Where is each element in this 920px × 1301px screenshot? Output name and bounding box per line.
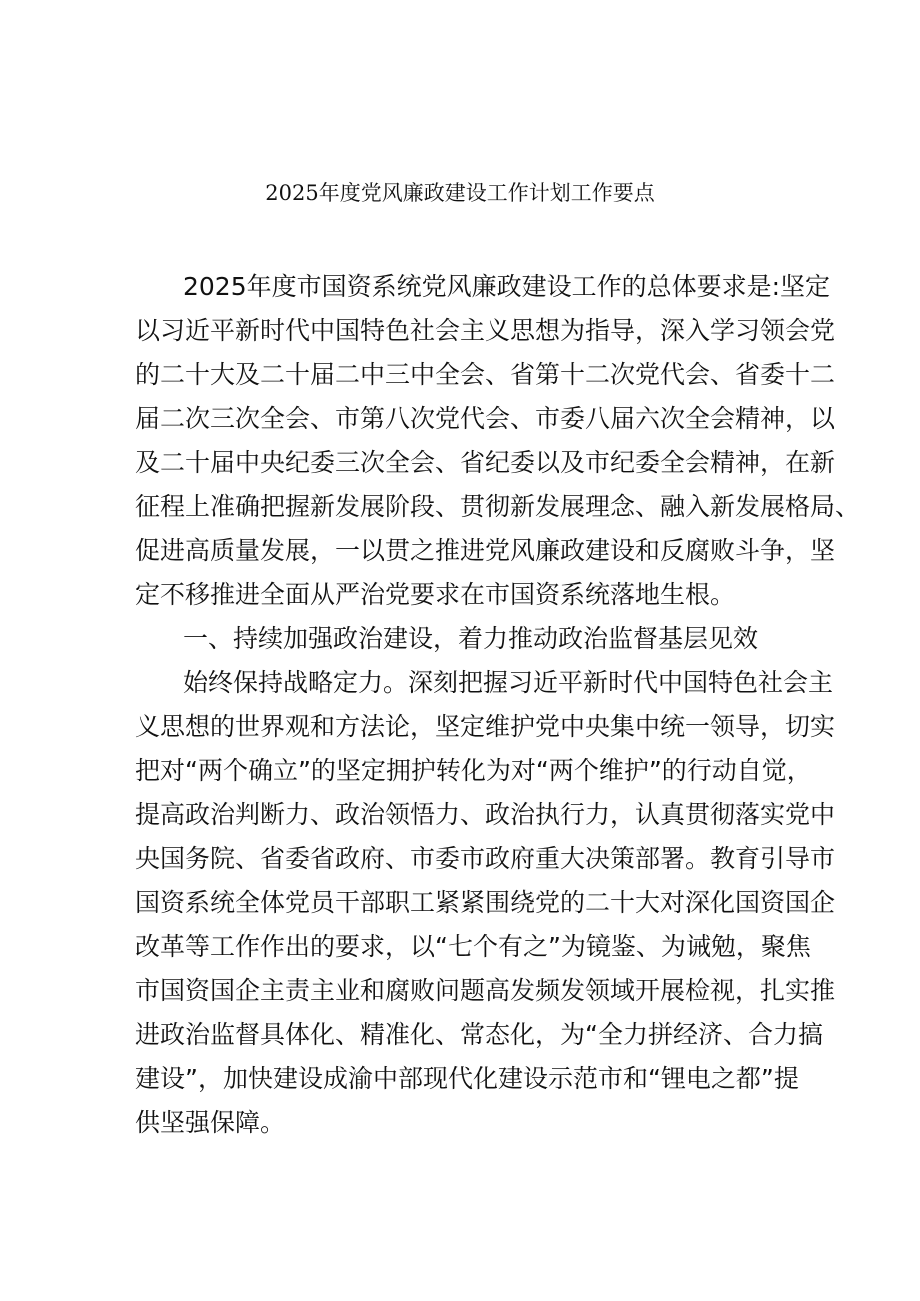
intro-line: 以习近平新时代中国特色社会主义思想为指导，深入学习领会党: [135, 316, 836, 345]
section-line: 建设”，加快建设成渝中部现代化建设示范市和“锂电之都”提: [135, 1064, 799, 1093]
section-line: 央国务院、省委省政府、市委市政府重大决策部署。教育引导市: [135, 844, 836, 873]
section-line: 把对“两个确立”的坚定拥护转化为对“两个维护”的行动自觉，: [135, 756, 812, 785]
intro-line: 定不移推进全面从严治党要求在市国资系统落地生根。: [135, 580, 736, 609]
section-line: 供坚强保障。: [135, 1108, 286, 1137]
intro-line: 届二次三次全会、市第八次党代会、市委八届六次全会精神，以: [135, 404, 836, 433]
intro-line: 促进高质量发展，一以贯之推进党风廉政建设和反腐败斗争，坚: [135, 536, 836, 565]
section-line: 义思想的世界观和方法论，坚定维护党中央集中统一领导，切实: [135, 712, 836, 741]
intro-line: 及二十届中央纪委三次全会、省纪委以及市纪委全会精神，在新: [135, 448, 836, 477]
intro-line: 2025年度市国资系统党风廉政建设工作的总体要求是:坚定: [183, 272, 831, 301]
intro-line: 的二十大及二十届二中三中全会、省第十二次党代会、省委十二: [135, 360, 836, 389]
section-line: 国资系统全体党员干部职工紧紧围绕党的二十大对深化国资国企: [135, 888, 836, 917]
section-line: 改革等工作作出的要求，以“七个有之”为镜鉴、为诫勉，聚焦: [135, 932, 811, 961]
section-line: 进政治监督具体化、精准化、常态化，为“全力拼经济、合力搞: [135, 1020, 823, 1049]
document-title: 2025年度党风廉政建设工作计划工作要点: [265, 181, 655, 205]
intro-line: 征程上准确把握新发展阶段、贯彻新发展理念、融入新发展格局、: [135, 492, 861, 521]
section-line: 始终保持战略定力。深刻把握习近平新时代中国特色社会主: [183, 668, 834, 697]
section-heading: 一、持续加强政治建设，着力推动政治监督基层见效: [183, 624, 759, 653]
section-line: 提高政治判断力、政治领悟力、政治执行力，认真贯彻落实党中: [135, 800, 836, 829]
section-line: 市国资国企主责主业和腐败问题高发频发领域开展检视，扎实推: [135, 976, 836, 1005]
